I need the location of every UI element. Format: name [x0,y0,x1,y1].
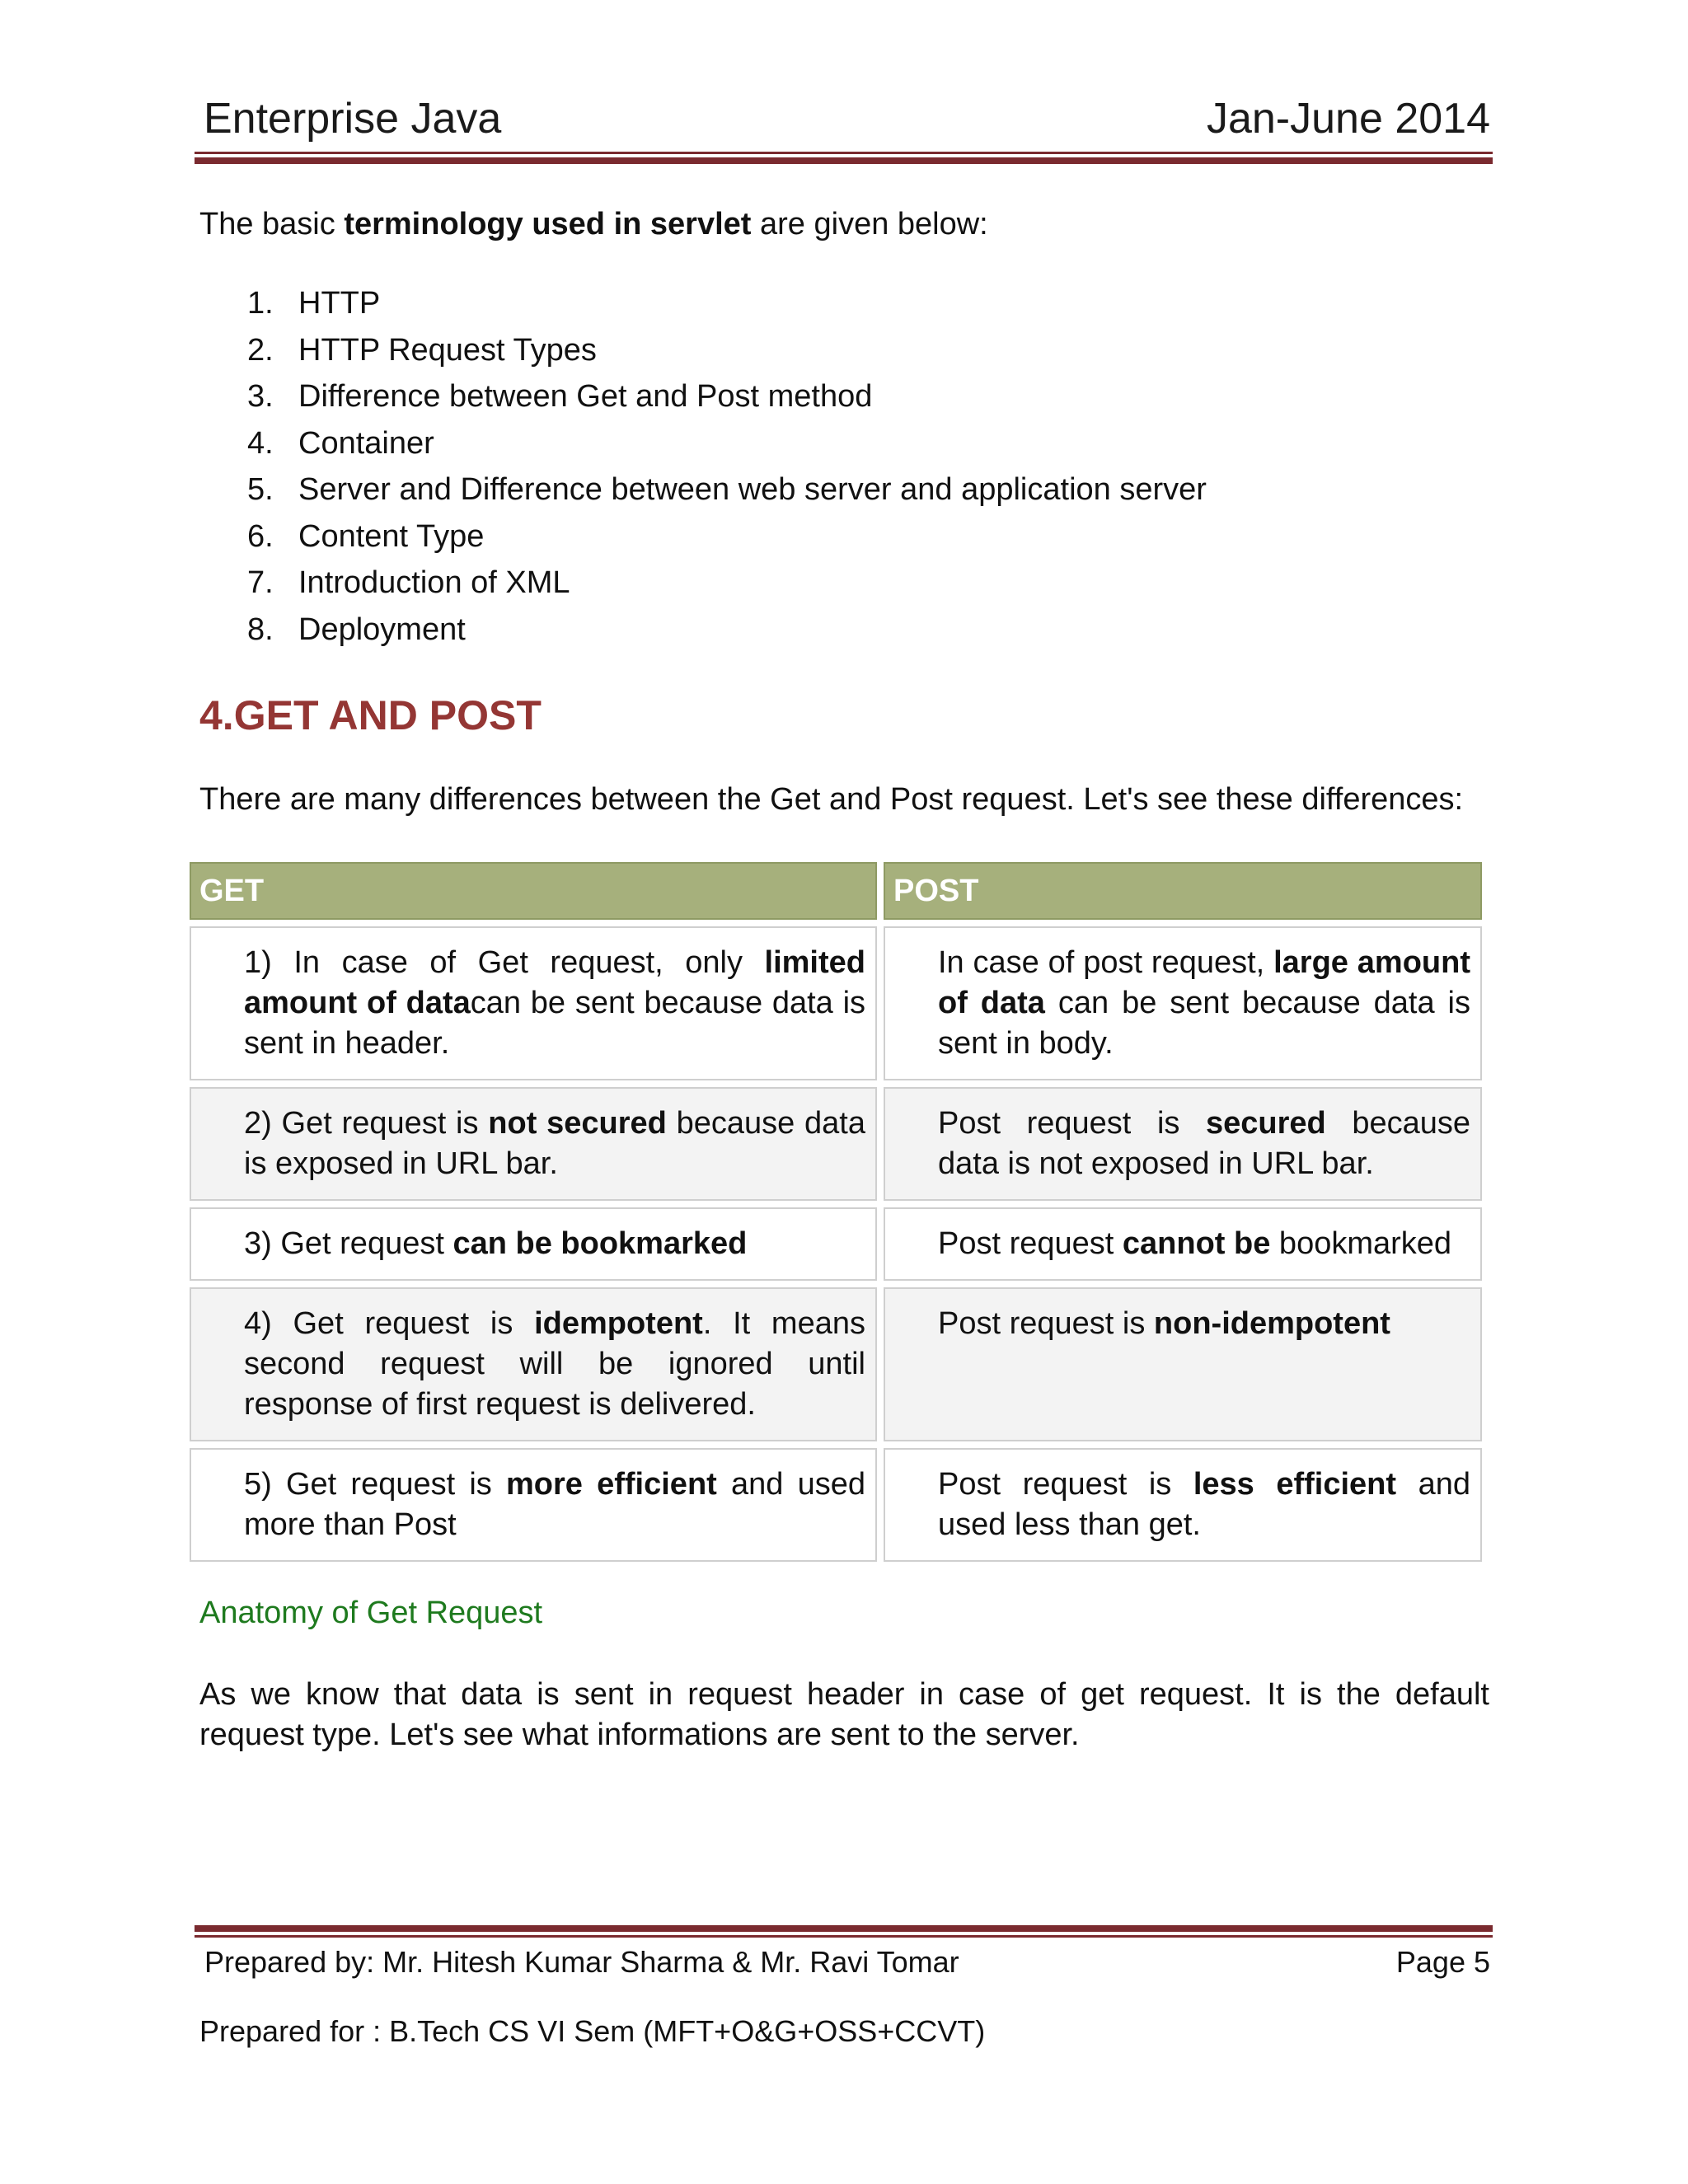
footer-page-number: Page 5 [1395,1945,1490,1979]
footer-prepared-by: Prepared by: Mr. Hitesh Kumar Sharma & Mr. Ravi Tomar [204,1945,959,1979]
list-item: 1. HTTP [247,286,381,321]
subsection-paragraph: As we know that data is sent in request header in case of get request. It is the default request type. Let's see what informations are sent to the server. [199,1677,1489,1752]
list-item: 4. Container [247,425,434,461]
get-cell: 1) In case of Get request, only limited amount of datacan be sent because data is sent in header. [190,926,877,1080]
intro-pre: The basic [199,207,345,241]
intro-post: are given below: [751,207,988,241]
list-item: 5. Server and Difference between web server and application server [247,472,1207,507]
get-cell: 5) Get request is more efficient and used more than Post [190,1448,877,1562]
header-title: Enterprise Java [204,95,502,143]
list-item: 7. Introduction of XML [247,565,570,600]
get-cell: 3) Get request can be bookmarked [190,1207,877,1281]
table-header-row [190,862,1482,920]
footer-rule-thick [195,1925,1493,1932]
comparison-table [190,862,1482,1568]
table-row [190,926,1482,1080]
terminology-list [199,280,1207,653]
post-cell: Post request is secured because data is not exposed in URL bar. [884,1087,1482,1201]
header-post: POST [884,862,1482,920]
list-item: 8. Deployment [247,612,466,647]
table-row [190,1287,1482,1441]
post-cell: Post request is less efficient and used less than get. [884,1448,1482,1562]
list-item: 2. HTTP Request Types [247,332,597,368]
footer-prepared-for: Prepared for : B.Tech CS VI Sem (MFT+O&G+OSS+CCVT) [199,2014,986,2048]
table-row [190,1087,1482,1201]
header-rule-thin [195,152,1493,154]
header-date: Jan-June 2014 [1206,95,1490,143]
subsection-title: Anatomy of Get Request [199,1596,543,1630]
footer-rule-thin [195,1935,1493,1938]
table-row [190,1207,1482,1281]
section-intro: There are many differences between the Get and Post request. Let's see these differences: [199,782,1464,817]
list-item: 6. Content Type [247,518,485,554]
section-title: 4.GET AND POST [199,692,542,738]
post-cell: Post request cannot be bookmarked [884,1207,1482,1281]
post-cell: In case of post request, large amount of data can be sent because data is sent in body. [884,926,1482,1080]
get-cell: 4) Get request is idempotent. It means second request will be ignored until response of first request is delivered. [190,1287,877,1441]
post-cell: Post request is non-idempotent [884,1287,1482,1441]
list-item: 3. Difference between Get and Post method [247,379,873,414]
get-cell: 2) Get request is not secured because data is exposed in URL bar. [190,1087,877,1201]
intro-bold: terminology used in servlet [344,207,752,241]
intro-paragraph [199,204,988,244]
table-row [190,1448,1482,1562]
header-rule-thick [195,157,1493,164]
header-get: GET [190,862,877,920]
